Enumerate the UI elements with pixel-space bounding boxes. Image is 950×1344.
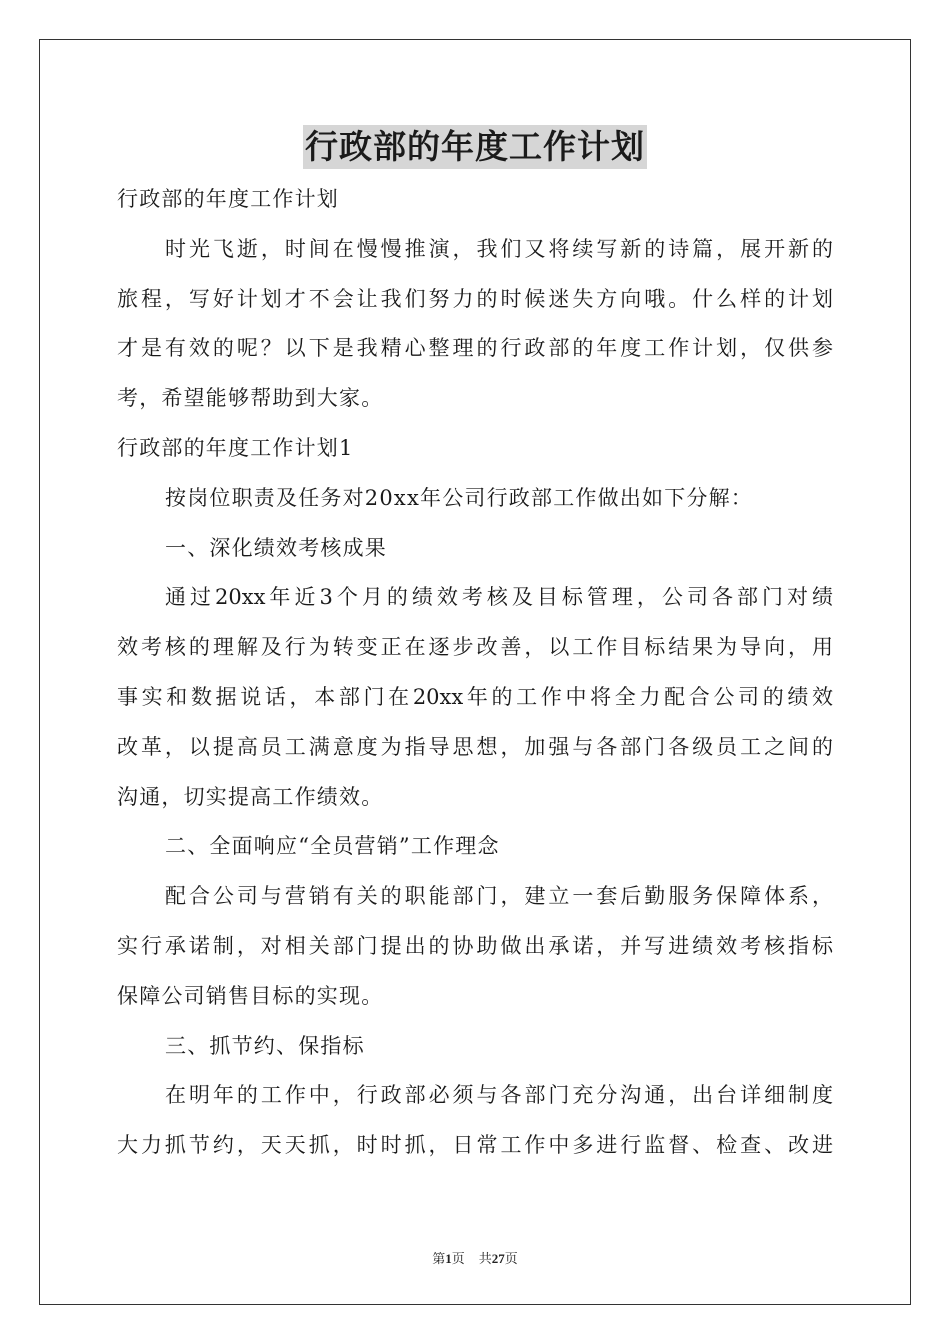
text-line: 二、全面响应“全员营销”工作理念 [165, 834, 500, 859]
text-line: 行政部的年度工作计划1 [117, 435, 354, 460]
text-line: 行政部的年度工作计划 [117, 187, 339, 211]
footer-page-suffix: 页 [451, 1251, 465, 1266]
document-title: 行政部的年度工作计划 [303, 125, 647, 169]
text-line: 才是有效的呢？以下是我精心整理的行政部的年度工作计划，仅供参 [117, 336, 833, 361]
text-line: 三、抓节约、保指标 [165, 1033, 365, 1058]
text-line: 大力抓节约，天天抓，时时抓，日常工作中多进行监督、检查、改进 [117, 1133, 833, 1158]
text-line: 沟通，切实提高工作绩效。 [117, 784, 384, 809]
document-body [117, 175, 833, 1171]
text-line: 通过20xx年近3个月的绩效考核及目标管理，公司各部门对绩 [165, 585, 833, 610]
text-line: 按岗位职责及任务对20xx年公司行政部工作做出如下分解： [165, 485, 754, 510]
footer-prefix: 第 [432, 1251, 446, 1266]
text-line: 在明年的工作中，行政部必须与各部门充分沟通，出台详细制度 [165, 1083, 833, 1108]
text-line: 事实和数据说话，本部门在20xx年的工作中将全力配合公司的绩效 [117, 684, 833, 709]
text-line: 配合公司与营销有关的职能部门，建立一套后勤服务保障体系， [165, 884, 833, 909]
text-line: 效考核的理解及行为转变正在逐步改善，以工作目标结果为导向，用 [117, 635, 833, 660]
text-line: 一、深化绩效考核成果 [165, 535, 387, 560]
title-container [0, 125, 950, 169]
text-line: 考，希望能够帮助到大家。 [117, 386, 384, 411]
text-line: 改革，以提高员工满意度为指导思想，加强与各部门各级员工之间的 [117, 734, 833, 759]
text-line: 旅程，写好计划才不会让我们努力的时候迷失方向哦。什么样的计划 [117, 286, 833, 311]
text-line: 实行承诺制，对相关部门提出的协助做出承诺，并写进绩效考核指标 [117, 933, 833, 958]
text-line: 时光飞逝，时间在慢慢推演，我们又将续写新的诗篇，展开新的 [165, 236, 833, 261]
footer-total-pages: 27 [491, 1251, 505, 1266]
page-footer [0, 1248, 950, 1267]
footer-total-prefix: 共 [478, 1251, 492, 1266]
footer-total-suffix: 页 [504, 1251, 518, 1266]
footer-page-number: 1 [445, 1251, 452, 1266]
text-line: 保障公司销售目标的实现。 [117, 983, 384, 1008]
